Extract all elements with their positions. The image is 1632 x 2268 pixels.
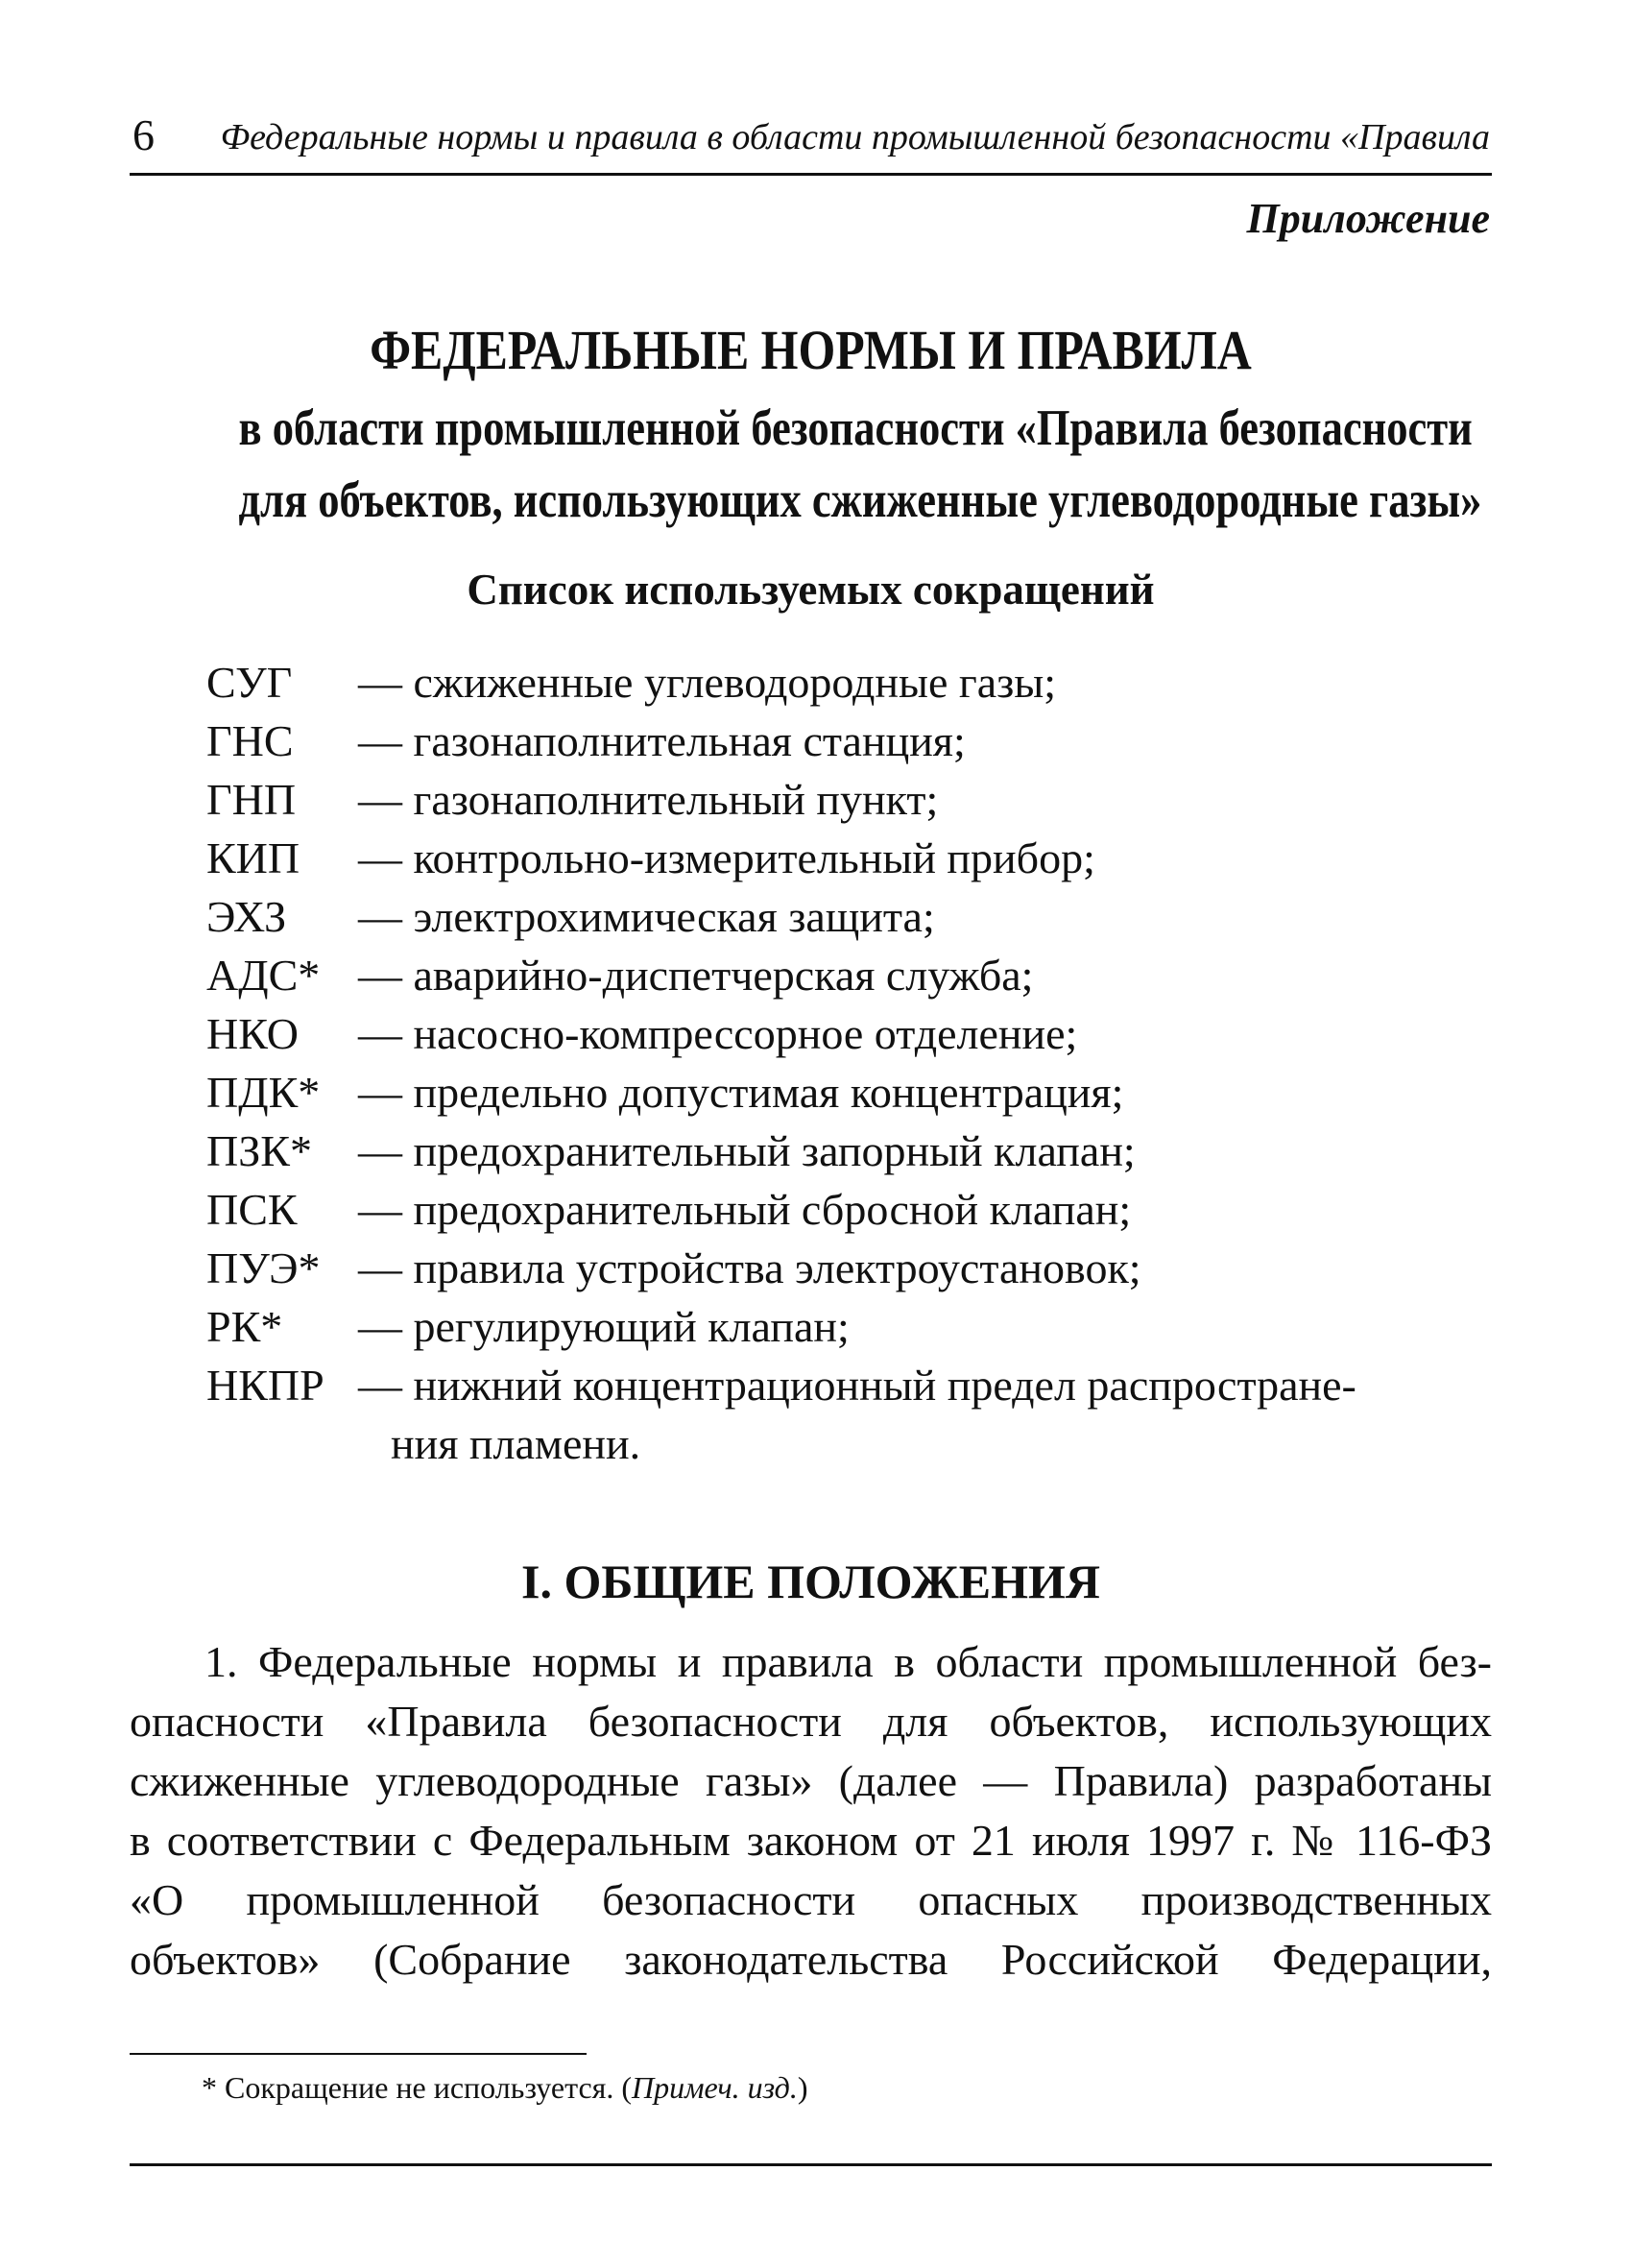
abbreviation-code: ЭХЗ <box>206 892 287 941</box>
abbreviation-description: — газонаполнительный пункт; <box>358 775 939 824</box>
abbreviation-code: СУГ <box>206 658 293 707</box>
abbreviation-code: ГНС <box>206 716 294 765</box>
abbreviation-row <box>206 1122 1493 1180</box>
abbreviation-code: ПУЭ* <box>206 1243 321 1292</box>
abbreviation-row <box>206 1063 1493 1122</box>
abbreviation-code: НКО <box>206 1009 299 1058</box>
abbreviation-row <box>206 1239 1493 1297</box>
abbreviation-row <box>206 770 1493 829</box>
footnote-text: * Сокращение не используется. ( <box>202 2070 633 2105</box>
header-rule <box>130 173 1492 176</box>
abbreviation-code: ПЗК* <box>206 1126 312 1175</box>
abbreviation-description: — нижний концентрационный предел распростране- <box>358 1361 1356 1410</box>
title-line-2: в области промышленной безопасности «Правила безопасности <box>238 400 1473 456</box>
abbreviation-description: — правила устройства электроустановок; <box>358 1243 1141 1292</box>
paragraph-line: опасности «Правила безопасности для объектов, использующих <box>130 1697 1492 1746</box>
paragraph-line: 1. Федеральные нормы и правила в области промышленной без- <box>204 1637 1492 1686</box>
running-head: Федеральные нормы и правила в области промышленной безопасности «Правила <box>220 117 1490 157</box>
footnote-note: Примеч. изд. <box>632 2070 798 2105</box>
abbreviation-code: ПДК* <box>206 1068 321 1117</box>
abbreviation-description: — предельно допустимая концентрация; <box>358 1068 1124 1117</box>
appendix-label: Приложение <box>1246 195 1490 242</box>
section-heading: I. ОБЩИЕ ПОЛОЖЕНИЯ <box>521 1555 1100 1608</box>
bottom-rule <box>130 2163 1492 2166</box>
abbreviations-heading: Список используемых сокращений <box>467 566 1155 614</box>
page-number: 6 <box>132 110 155 159</box>
abbreviation-row <box>206 712 1493 770</box>
footnote-rule <box>130 2053 587 2055</box>
abbreviation-description: — электрохимическая защита; <box>358 892 935 941</box>
abbreviation-code: АДС* <box>206 951 321 1000</box>
abbreviation-description: — насосно-компрессорное отделение; <box>358 1009 1078 1058</box>
document-title <box>130 319 1492 547</box>
abbreviation-code: ПСК <box>206 1185 298 1234</box>
abbreviations-list <box>206 653 1493 1473</box>
abbreviation-description: — предохранительный запорный клапан; <box>358 1126 1136 1175</box>
abbreviation-description: — контрольно-измерительный прибор; <box>358 833 1095 882</box>
abbreviation-row <box>206 946 1493 1004</box>
footnote <box>202 2072 808 2103</box>
abbreviation-code: НКПР <box>206 1361 324 1410</box>
abbreviation-row-continuation <box>206 1414 1493 1473</box>
footnote-close: ) <box>797 2070 808 2105</box>
abbreviation-row <box>206 1004 1493 1063</box>
paragraph-line: «О промышленной безопасности опасных производственных <box>130 1875 1492 1924</box>
abbreviation-description: — сжиженные углеводородные газы; <box>358 658 1057 707</box>
abbreviation-description: — газонаполнительная станция; <box>358 716 966 765</box>
abbreviation-row <box>206 887 1493 946</box>
body-paragraph <box>130 1632 1492 1990</box>
abbreviation-description-continuation: ния пламени. <box>391 1419 641 1468</box>
abbreviation-row <box>206 829 1493 887</box>
abbreviation-code: РК* <box>206 1302 283 1351</box>
abbreviation-description: — аварийно-диспетчерская служба; <box>358 951 1034 1000</box>
abbreviation-code: КИП <box>206 833 300 882</box>
abbreviation-row <box>206 1356 1493 1414</box>
abbreviation-code: ГНП <box>206 775 297 824</box>
abbreviation-row <box>206 653 1493 712</box>
abbreviation-row <box>206 1297 1493 1356</box>
paragraph-line: объектов» (Собрание законодательства Российской Федерации, <box>130 1935 1492 1984</box>
title-main: ФЕДЕРАЛЬНЫЕ НОРМЫ И ПРАВИЛА <box>370 319 1252 381</box>
abbreviation-row <box>206 1180 1493 1239</box>
title-line-3: для объектов, использующих сжиженные углеводородные газы» <box>238 472 1482 528</box>
abbreviation-description: — регулирующий клапан; <box>358 1302 850 1351</box>
paragraph-line: сжиженные углеводородные газы» (далее — Правила) разработаны <box>130 1756 1492 1805</box>
paragraph-line: в соответствии с Федеральным законом от 21 июля 1997 г. № 116-ФЗ <box>130 1816 1492 1865</box>
abbreviation-description: — предохранительный сбросной клапан; <box>358 1185 1132 1234</box>
